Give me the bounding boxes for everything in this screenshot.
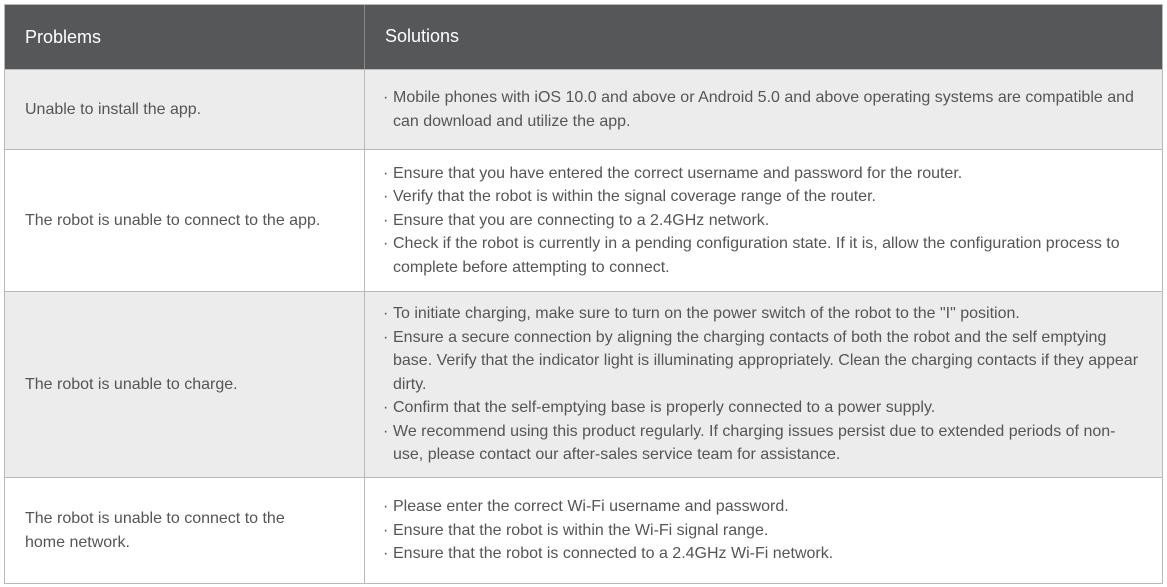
solution-text: Ensure a secure connection by aligning the charging contacts of both the robot and the self emptying base. Verify that the indicator light is illuminating appropriately. Clean the charging contacts if they appear dirty. xyxy=(393,328,1139,393)
bullet-marker: · xyxy=(383,188,389,206)
solution-item xyxy=(383,232,1142,279)
solution-text: Ensure that the robot is connected to a 2.4GHz Wi-Fi network. xyxy=(393,545,834,563)
bullet-marker: · xyxy=(383,328,389,346)
solution-item xyxy=(383,209,1142,233)
problem-cell: The robot is unable to connect to the app. xyxy=(5,150,365,291)
solution-item xyxy=(383,542,1142,566)
bullet-marker: · xyxy=(383,89,389,106)
solution-text: Confirm that the self-emptying base is properly connected to a power supply. xyxy=(393,399,936,417)
solution-item xyxy=(383,302,1142,326)
solution-text: To initiate charging, make sure to turn on the power switch of the robot to the "I" position. xyxy=(393,305,1020,323)
solution-item xyxy=(383,162,1142,186)
solution-text: Mobile phones with iOS 10.0 and above or Android 5.0 and above operating systems are compatible and can download and utilize the app. xyxy=(393,89,1134,130)
solution-cell xyxy=(365,150,1162,291)
table-row xyxy=(5,149,1162,291)
solution-cell xyxy=(365,292,1162,477)
table-row xyxy=(5,291,1162,477)
solution-item xyxy=(383,420,1142,467)
solution-text: Ensure that you have entered the correct username and password for the router. xyxy=(393,164,963,182)
solution-item xyxy=(383,396,1142,420)
problem-cell: The robot is unable to charge. xyxy=(5,292,365,477)
table-row xyxy=(5,477,1162,583)
bullet-marker: · xyxy=(383,164,389,182)
solution-text: Verify that the robot is within the signal coverage range of the router. xyxy=(393,188,876,206)
bullet-marker: · xyxy=(383,235,389,253)
problem-cell: Unable to install the app. xyxy=(5,70,365,149)
troubleshooting-table xyxy=(4,4,1163,584)
solution-item xyxy=(383,185,1142,209)
bullet-marker: · xyxy=(383,305,389,323)
bullet-marker: · xyxy=(383,498,389,516)
solution-cell xyxy=(365,70,1162,149)
solution-text: Ensure that the robot is within the Wi-Fi signal range. xyxy=(393,521,769,539)
solution-item xyxy=(383,86,1142,133)
solution-item xyxy=(383,519,1142,543)
bullet-marker: · xyxy=(383,399,389,417)
solution-text: We recommend using this product regularly. If charging issues persist due to extended periods of non-use, please contact our after-sales service team for assistance. xyxy=(393,422,1116,464)
solution-text: Please enter the correct Wi-Fi username and password. xyxy=(393,498,789,516)
solution-text: Ensure that you are connecting to a 2.4GHz network. xyxy=(393,211,770,229)
table-row xyxy=(5,69,1162,149)
header-solutions: Solutions xyxy=(385,26,460,47)
solution-text: Check if the robot is currently in a pending configuration state. If it is, allow the configuration process to complete before attempting to connect. xyxy=(393,235,1120,276)
bullet-marker: · xyxy=(383,521,389,539)
bullet-marker: · xyxy=(383,211,389,229)
solution-item xyxy=(383,495,1142,519)
table-header xyxy=(5,5,1162,69)
header-problems: Problems xyxy=(5,5,365,69)
bullet-marker: · xyxy=(383,422,389,440)
bullet-marker: · xyxy=(383,545,389,563)
solution-cell xyxy=(365,478,1162,583)
problem-cell: The robot is unable to connect to the home network. xyxy=(5,478,365,583)
solution-item xyxy=(383,326,1142,397)
